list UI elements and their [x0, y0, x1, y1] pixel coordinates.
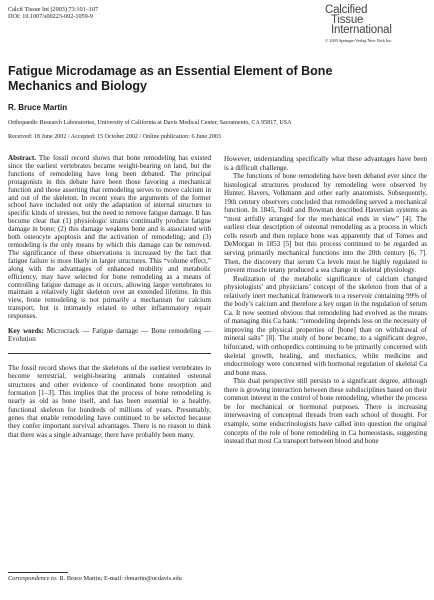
abstract-label: Abstract. [8, 154, 36, 162]
body-paragraph-right-3: Realization of the metabolic significance of calcium changed physiologists’ and physicians’ concept of the skeleton from that of a relatively inert mechanical framework to a reservoir containing 99% of the body’s calcium and therefore a key organ in the regulation of serum Ca. It now seemed obvious that remodeling had evolved as the means of managing this Ca bank: “remodeling depends less on the necessity of improving the physical properties of [bone] than on withdrawal of mineral salts” [8]. The study of bone became, to a significant degree, bifurcated, with orthopedics continuing to be primarily concerned with skeletal growth, healing, and mechanics, while medicine and endocrinology were concerned with hormonal regulation of skeletal Ca and bone mass. [224, 274, 427, 377]
doi-line: DOI: 10.1007/s00223-002-1059-9 [8, 13, 93, 21]
footnote-divider [8, 572, 68, 573]
journal-header [8, 6, 98, 21]
article-title: Fatigue Microdamage as an Essential Element of Bone Mechanics and Biology [8, 64, 333, 93]
keywords [8, 328, 211, 344]
journal-brand [325, 5, 429, 43]
copyright-notice: © 2003 Springer-Verlag New York Inc. [325, 38, 393, 43]
body-paragraph-right-1: However, understanding specifically what these advantages have been is a difficult challenge. [224, 155, 427, 172]
brand-international: International [331, 24, 392, 36]
body-paragraph-right-4: This dual perspective still persists to a significant degree, although there is growing interaction between these subdisciplines based on their common interest in the control of bone remodeling, whether the process be for mechanical or hormonal purposes. There is increasing interweaving of conceptual threads from each school of thought. For example, some endocrinologists have called into question the original concepts of the role of bone remodeling in Ca homeostasis, suggesting instead that most Ca transport between blood and bone [224, 377, 427, 446]
keywords-label: Key words: [8, 327, 44, 336]
author-affiliation: Orthopaedic Research Laboratories, University of California at Davis Medical Center, Sacramento, CA 95817, USA [8, 120, 292, 126]
abstract-text: The fossil record shows that bone remodeling has existed since the earliest vertebrates became weight-bearing on land, but the functions of remodeling have long been debated. The principal protagonists in this debate have been those favoring a mechanical function and those asserting that remodeling serves to move calcium in and out of the skeleton. In recent years the arguments of the former school have included not only the adaptation of internal structure to specific kinds of stresses, but the need to remove fatigue damage. It has become clear that (1) physiologic strains continually produce fatigue damage in bone; (2) this damage weakens bone and is associated with both osteocyte apoptosis and the activation of remodeling; and (3) remodeling is the only means by which this damage can be removed. The significance of these observations is increased by the fact that fatigue failure is more likely in larger structures. This “volume effect,” along with the advantages of enhanced mobility and metabolic efficiency, may have selected for bone remodeling as a means of controlling fatigue damage as it occurs, allowing larger vertebrates to maintain a relatively light skeleton over an extended lifetime. In this view, bone remodeling is not primarily a mechanism for calcium transport, but is intimately related to other inflammatory repair responses. [8, 154, 211, 321]
right-column [224, 155, 427, 446]
correspondence-footnote [8, 575, 211, 582]
footnote-label: Correspondence to: [8, 575, 58, 582]
brand-calcified: Calcified [325, 4, 368, 16]
keywords-text: Microcrack — Fatigue damage — Bone remodeling — Evolution [8, 327, 211, 343]
body-paragraph-right-2: The functions of bone remodeling have been debated ever since the histological structures produced by remodeling were observed by Hunter, Havers, Volkmann and other early anatomists. Subsequently, 19th century observers concluded that remodeling served a mechanical function. In 1845, Todd and Bowman described Haversian systems as “most artfully arranged for the mechanical ends in view” [4]. The earliest clear description of osteonal remodeling as a process in which cells resorb and then replace bone was apparently that of Tomes and DeMorgan in 1853 [5] but this process continued to be regarded as serving primarily mechanical functions into the 20th century [6, 7]. Then, the discovery that serum Ca levels must be highly regulated to prevent muscle tetany produced a sea change in skeletal physiology. [224, 172, 427, 275]
body-paragraph-left-1: The fossil record shows that the skeletons of the earliest vertebrates to become terrestrial, weight-bearing animals contained osteonal structures and other evidence of coordinated bone resorption and formation [1–3]. This implies that the process of bone remodeling is nearly as old as bone itself, and has been essential to a healthy, functional skeleton for hundreds of millions of years. Presumably, genes that enable remodeling have continued to be selected because they confer important survival advantages. There is no reason to think that there was a single advantage; there have probably been many. [8, 363, 211, 439]
footnote-text: R. Bruce Martin; E-mail: rbmartin@ucdavis.edu [57, 575, 182, 582]
abstract-divider [8, 353, 211, 354]
brand-tissue: Tissue [331, 14, 364, 26]
left-column [8, 155, 211, 439]
article-author: R. Bruce Martin [8, 103, 68, 112]
abstract [8, 155, 211, 321]
publication-dates: Received: 18 June 2002 / Accepted: 15 October 2002 / Online publication: 6 June 2003 [8, 134, 221, 140]
journal-citation: Calcif Tissue Int (2003) 73:101–107 [8, 6, 99, 13]
